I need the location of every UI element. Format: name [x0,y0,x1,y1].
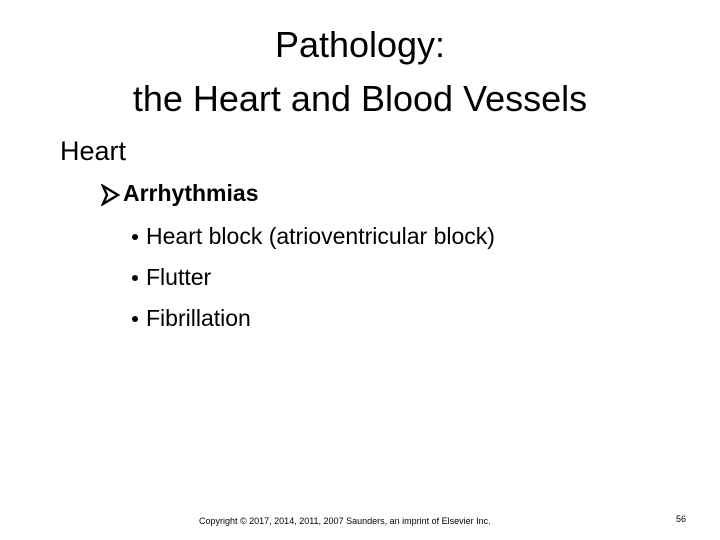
list-item [132,257,495,298]
list-item [132,216,495,257]
subheading-label: Arrhythmias [123,180,259,206]
bullet-dot-icon [132,316,138,322]
bullet-list [132,216,495,339]
slide-title [60,18,660,126]
copyright-footer: Copyright © 2017, 2014, 2011, 2007 Saunders, an imprint of Elsevier Inc. [199,516,491,526]
arrow-bullet-icon [101,182,121,204]
list-item-text: Fibrillation [146,305,251,331]
bullet-dot-icon [132,275,138,281]
slide-title-line-2: the Heart and Blood Vessels [132,78,588,119]
list-item-text: Heart block (atrioventricular block) [146,223,495,249]
list-item [132,298,495,339]
list-item-text: Flutter [146,264,212,290]
subheading [101,177,258,209]
slide-title-line-1: Pathology: [274,24,446,65]
section-heading: Heart [60,136,127,166]
bullet-dot-icon [132,234,138,240]
slide-number: 56 [676,514,687,524]
